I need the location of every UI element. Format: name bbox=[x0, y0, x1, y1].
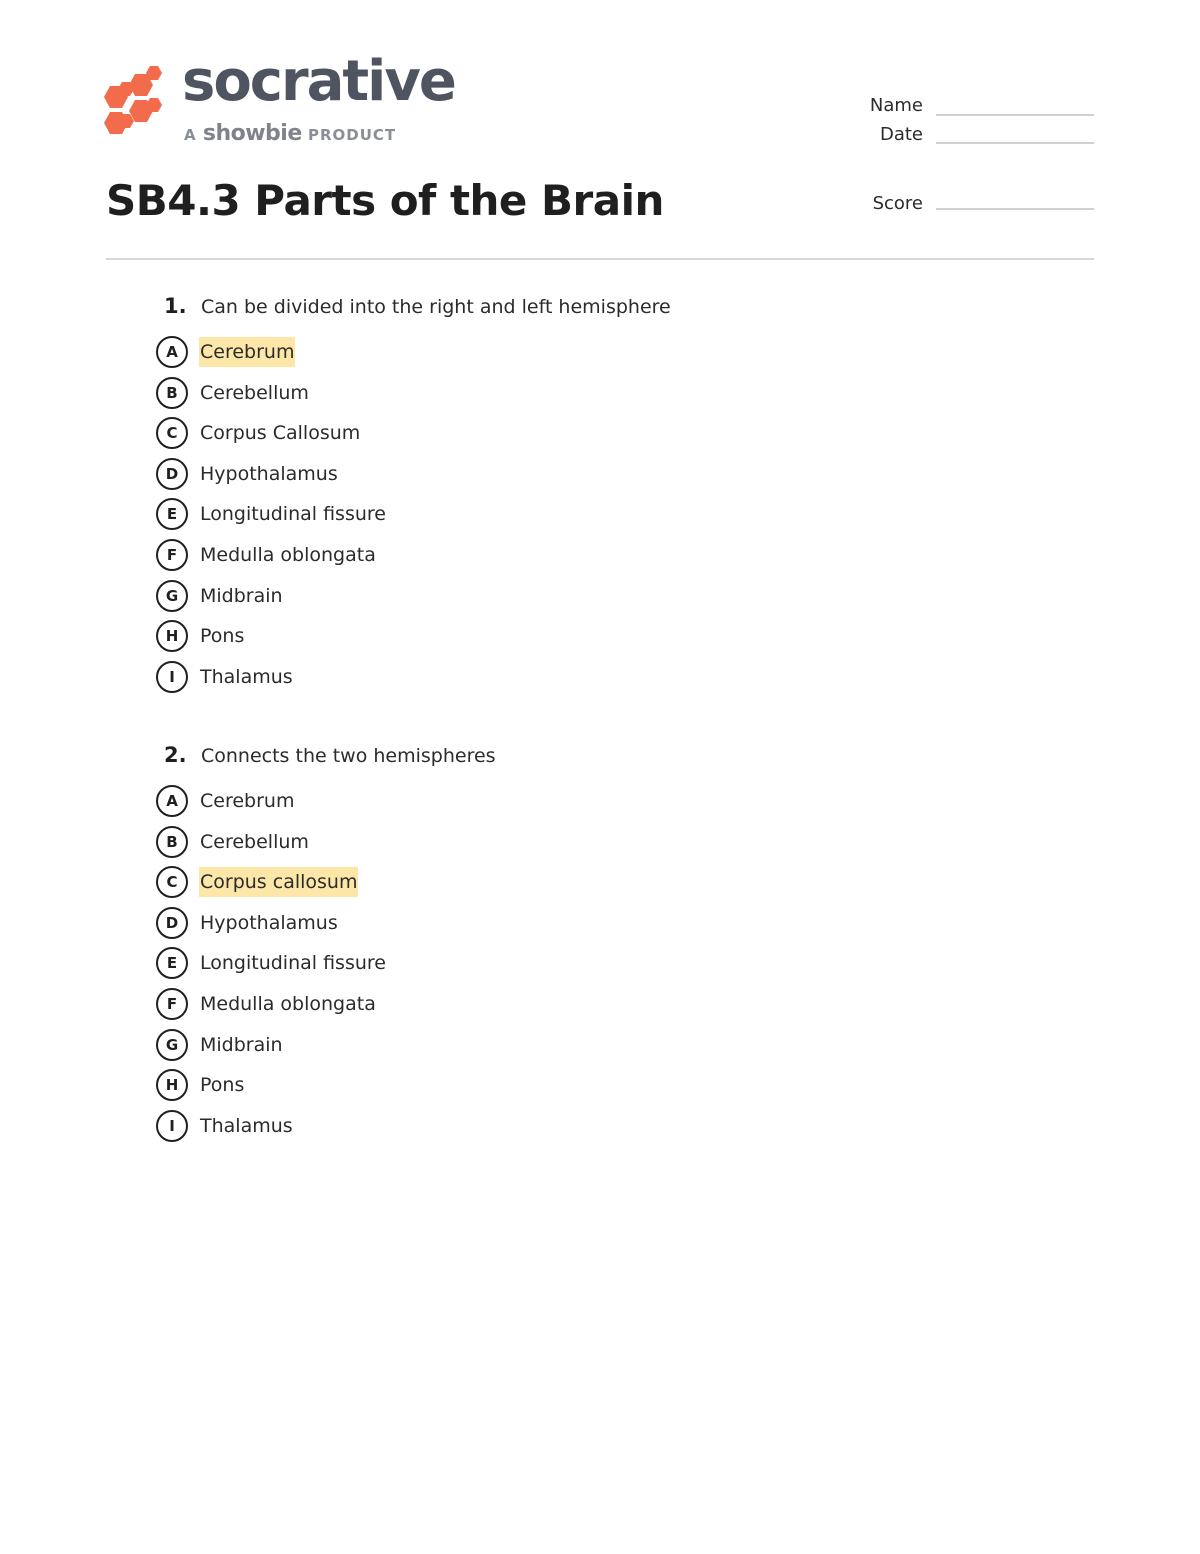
logo-wordmark: socrative bbox=[182, 49, 455, 114]
option-letter-circle[interactable]: F bbox=[156, 539, 188, 571]
option-letter-circle[interactable]: A bbox=[156, 785, 188, 817]
correct-answer-text: Cerebrum bbox=[199, 337, 295, 367]
answer-option-c[interactable] bbox=[156, 866, 1056, 907]
question-number: 1. bbox=[164, 294, 187, 318]
option-letter-circle[interactable]: F bbox=[156, 988, 188, 1020]
option-letter-circle[interactable]: B bbox=[156, 377, 188, 409]
question-1 bbox=[156, 296, 1056, 701]
page-title: SB4.3 Parts of the Brain bbox=[106, 176, 664, 225]
answer-option-d[interactable] bbox=[156, 458, 1056, 499]
option-letter-circle[interactable]: G bbox=[156, 580, 188, 612]
score-field-line[interactable] bbox=[936, 208, 1094, 210]
option-text: Cerebrum bbox=[200, 790, 295, 812]
option-letter-circle[interactable]: I bbox=[156, 1110, 188, 1142]
option-letter-circle[interactable]: B bbox=[156, 826, 188, 858]
answer-option-i[interactable] bbox=[156, 1110, 1056, 1151]
option-letter-circle[interactable]: D bbox=[156, 458, 188, 490]
option-letter-circle[interactable]: C bbox=[156, 417, 188, 449]
answer-option-f[interactable] bbox=[156, 539, 1056, 580]
option-text: Hypothalamus bbox=[200, 911, 338, 934]
option-letter-circle[interactable]: E bbox=[156, 498, 188, 530]
option-text: Midbrain bbox=[200, 1033, 283, 1056]
answer-option-b[interactable] bbox=[156, 377, 1056, 418]
answer-option-e[interactable] bbox=[156, 947, 1056, 988]
date-field-line[interactable] bbox=[936, 142, 1094, 144]
logo-tag-brand: showbie bbox=[202, 121, 302, 146]
date-label: Date bbox=[879, 124, 923, 145]
option-letter-circle[interactable]: H bbox=[156, 1069, 188, 1101]
option-text: Medulla oblongata bbox=[200, 992, 376, 1015]
option-letter-circle[interactable]: E bbox=[156, 947, 188, 979]
option-text: Cerebellum bbox=[200, 381, 309, 404]
logo-tagline bbox=[184, 123, 396, 145]
option-letter-circle[interactable]: A bbox=[156, 336, 188, 368]
option-letter-circle[interactable]: C bbox=[156, 866, 188, 898]
question-header bbox=[156, 296, 1056, 336]
option-text: Thalamus bbox=[200, 1114, 293, 1137]
logo-tag-suffix: PRODUCT bbox=[307, 126, 397, 144]
option-letter-circle[interactable]: I bbox=[156, 661, 188, 693]
answer-option-h[interactable] bbox=[156, 620, 1056, 661]
answer-option-e[interactable] bbox=[156, 498, 1056, 539]
correct-answer-text: Corpus callosum bbox=[199, 867, 358, 897]
answer-option-i[interactable] bbox=[156, 661, 1056, 702]
option-text: Corpus Callosum bbox=[200, 422, 361, 445]
option-letter-circle[interactable]: D bbox=[156, 907, 188, 939]
question-text: Connects the two hemispheres bbox=[201, 745, 496, 767]
option-letter-circle[interactable]: H bbox=[156, 620, 188, 652]
question-number: 2. bbox=[164, 743, 187, 767]
logo-tag-prefix: A bbox=[184, 126, 197, 144]
name-field-line[interactable] bbox=[936, 114, 1094, 116]
answer-option-h[interactable] bbox=[156, 1069, 1056, 1110]
question-2 bbox=[156, 745, 1056, 1150]
option-text: Longitudinal fissure bbox=[200, 952, 386, 975]
answer-option-g[interactable] bbox=[156, 580, 1056, 621]
option-text: Pons bbox=[200, 625, 245, 648]
question-text: Can be divided into the right and left hemisphere bbox=[201, 296, 671, 318]
option-text: Thalamus bbox=[200, 665, 293, 688]
answer-option-g[interactable] bbox=[156, 1029, 1056, 1070]
answer-option-a[interactable] bbox=[156, 336, 1056, 377]
option-text: Medulla oblongata bbox=[200, 543, 376, 566]
socrative-logo-icon bbox=[104, 64, 166, 146]
option-text: Pons bbox=[200, 1074, 245, 1097]
option-text: Cerebellum bbox=[200, 830, 309, 853]
answer-option-c[interactable] bbox=[156, 417, 1056, 458]
answer-option-f[interactable] bbox=[156, 988, 1056, 1029]
answer-option-a[interactable] bbox=[156, 785, 1056, 826]
option-text: Hypothalamus bbox=[200, 462, 338, 485]
option-letter-circle[interactable]: G bbox=[156, 1029, 188, 1061]
answer-option-d[interactable] bbox=[156, 907, 1056, 948]
score-label: Score bbox=[872, 193, 923, 214]
option-text: Longitudinal fissure bbox=[200, 503, 386, 526]
header-divider bbox=[106, 258, 1094, 260]
name-label: Name bbox=[869, 95, 923, 116]
option-text: Midbrain bbox=[200, 584, 283, 607]
answer-option-b[interactable] bbox=[156, 826, 1056, 867]
question-header bbox=[156, 745, 1056, 785]
